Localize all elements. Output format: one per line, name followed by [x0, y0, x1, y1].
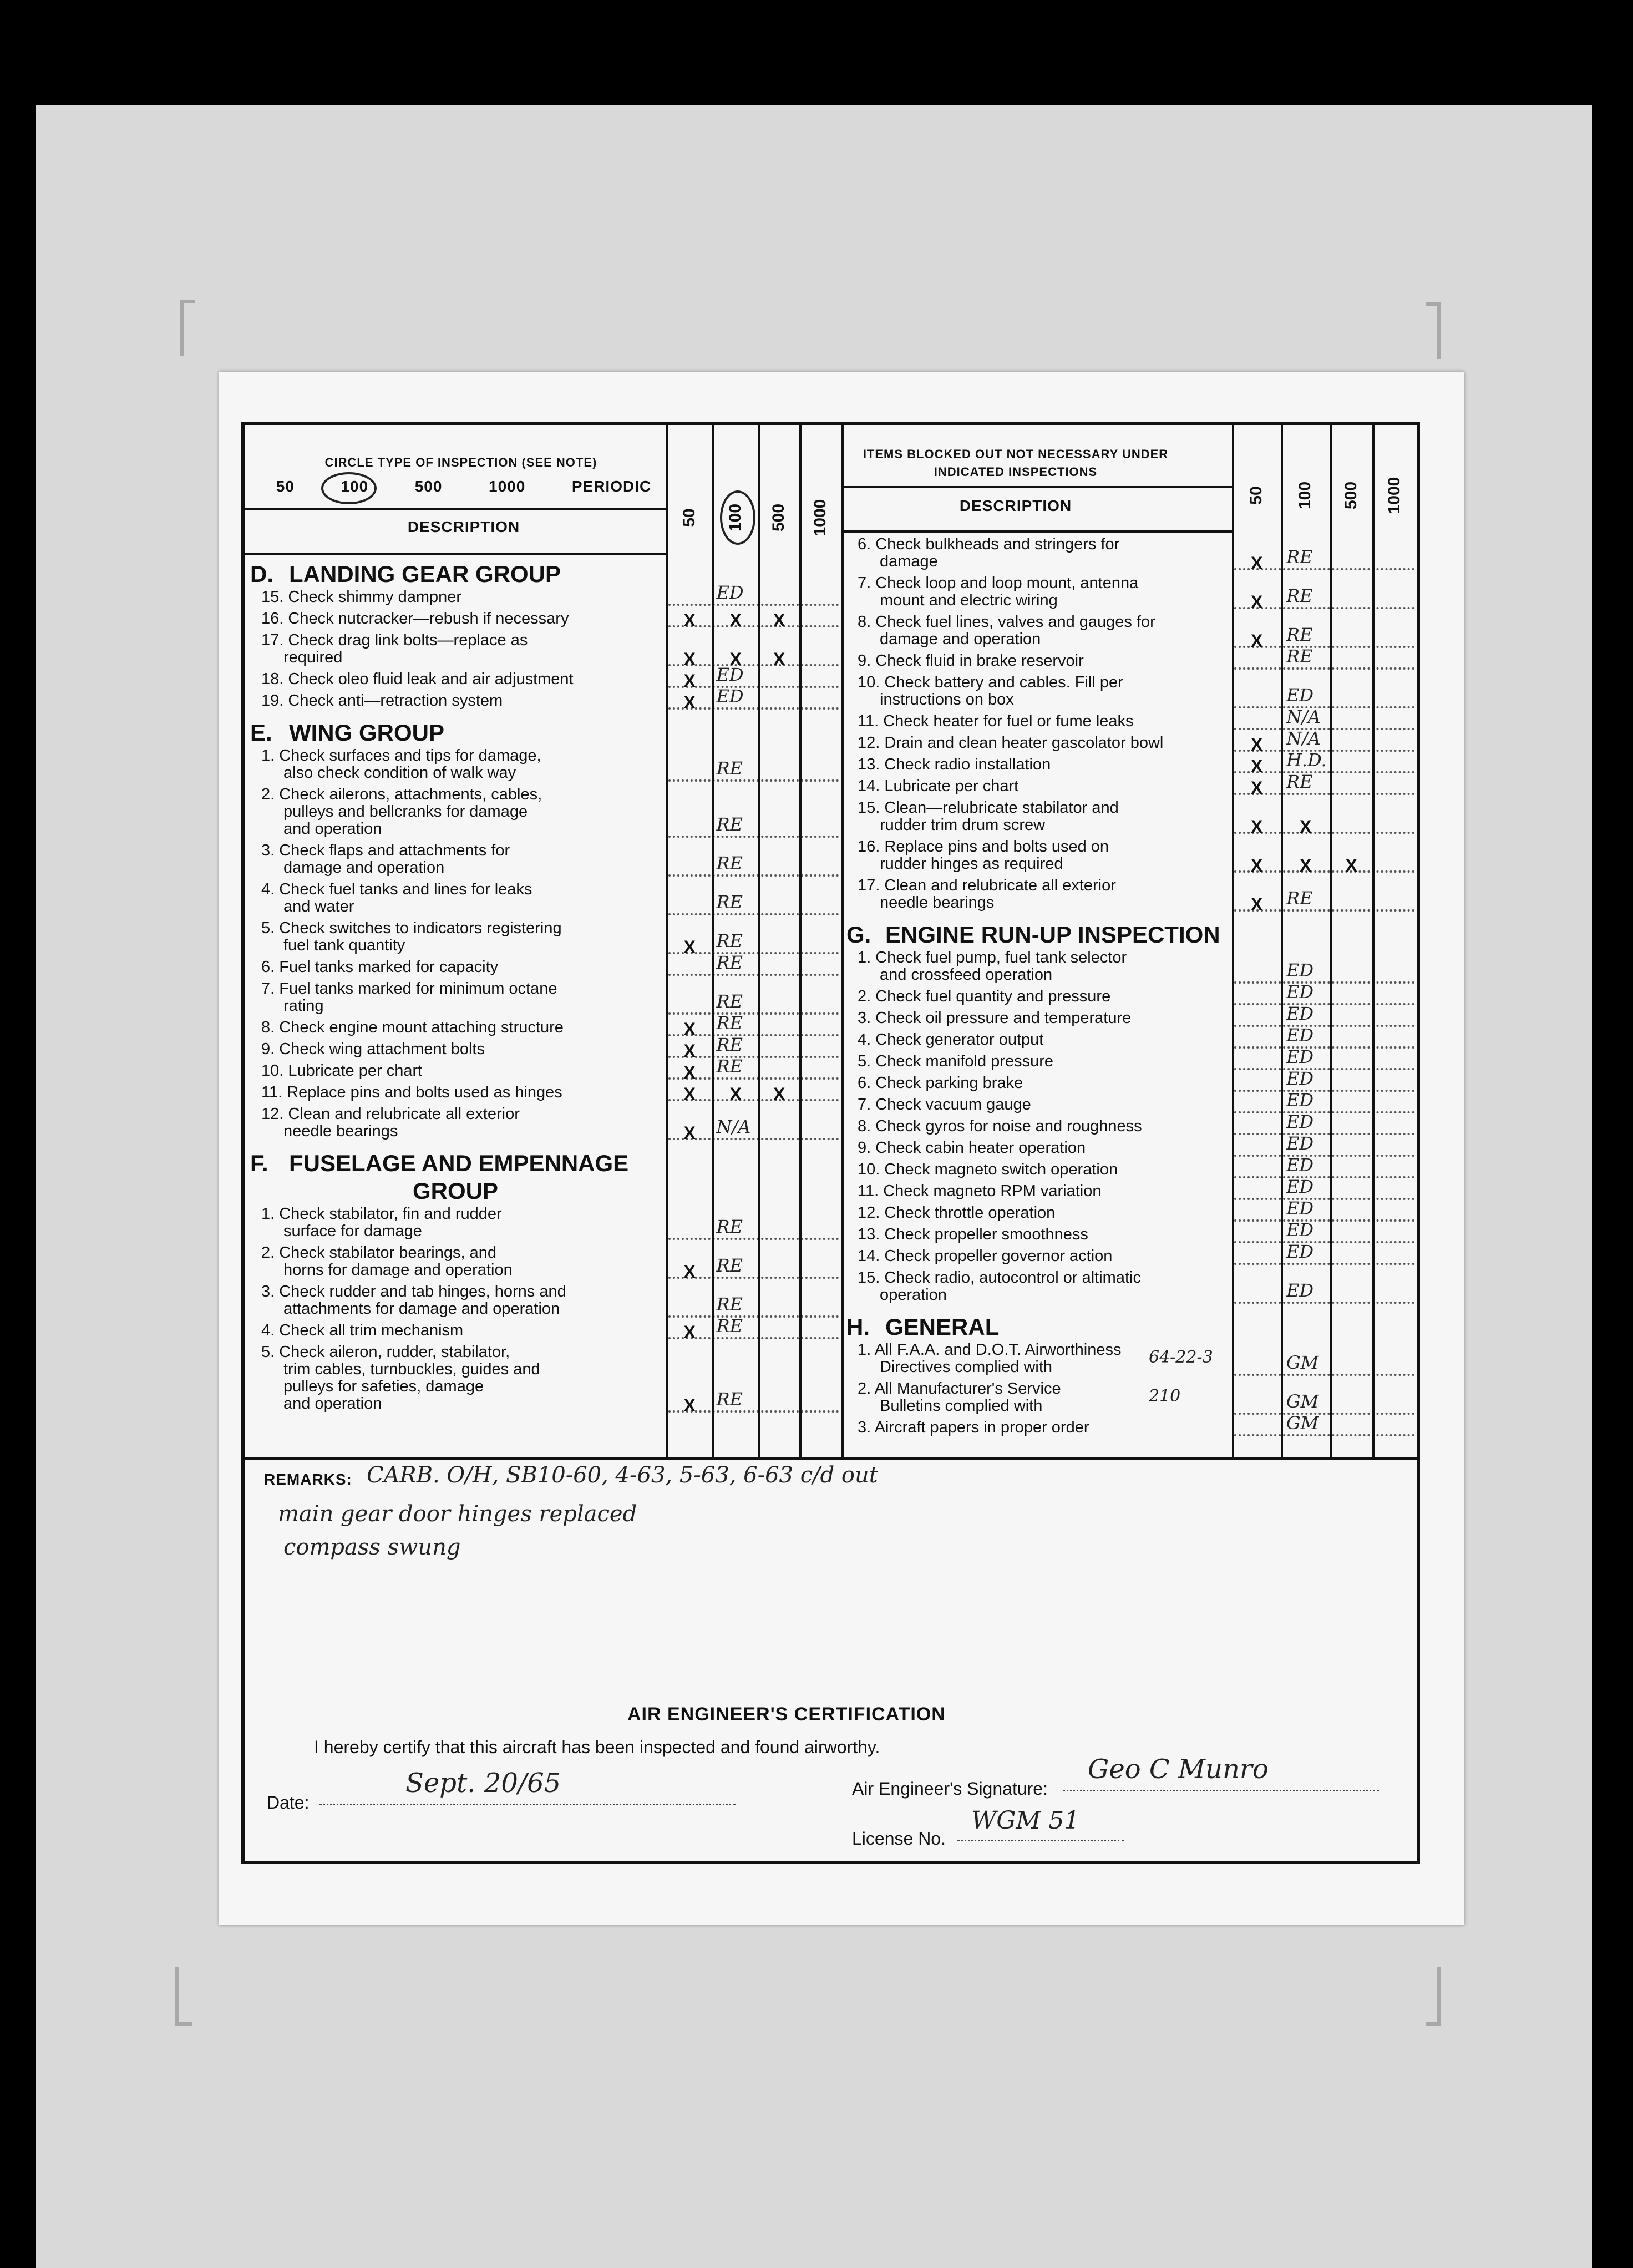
row-leader-dots — [668, 913, 839, 915]
initials-mark: RE — [1286, 646, 1313, 667]
checklist-item-text: and crossfeed operation — [880, 966, 1053, 984]
grid-column-line — [1281, 425, 1283, 1457]
check-mark-x: X — [683, 1262, 696, 1282]
row-leader-dots — [668, 974, 839, 976]
remarks-line-1: CARB. O/H, SB10-60, 4-63, 5-63, 6-63 c/d out — [367, 1462, 878, 1488]
checklist-item-text: 10. Lubricate per chart — [261, 1062, 423, 1080]
row-leader-dots — [668, 604, 839, 606]
initials-mark: RE — [716, 1056, 743, 1077]
checklist-item-text: 15. Clean—relubricate stabilator and — [858, 799, 1119, 817]
checklist-item-text: 13. Check radio installation — [858, 756, 1051, 773]
initials-mark: N/A — [1286, 706, 1321, 727]
check-mark-x: X — [1251, 756, 1263, 776]
checklist-item-text: 5. Check switches to indicators registering — [261, 919, 562, 937]
checklist-item-text: 3. Check oil pressure and temperature — [858, 1009, 1132, 1027]
row-leader-dots — [1234, 1025, 1414, 1027]
checklist-item-text: 10. Check battery and cables. Fill per — [858, 674, 1123, 691]
license-line — [957, 1840, 1124, 1841]
checklist-item-text: 13. Check propeller smoothness — [858, 1226, 1088, 1243]
checklist-item-text: instructions on box — [880, 691, 1014, 708]
checklist-item-text: 14. Check propeller governor action — [858, 1247, 1113, 1265]
row-leader-dots — [1234, 1302, 1414, 1304]
section-letter: G. — [846, 922, 871, 948]
grid-column-line — [799, 425, 802, 1457]
row-leader-dots — [1234, 1219, 1414, 1222]
checklist-item-text: also check condition of walk way — [283, 764, 516, 782]
checklist-item-text: 11. Replace pins and bolts used as hinges — [261, 1084, 562, 1101]
check-mark-x: X — [1251, 631, 1263, 651]
grid-column-line — [841, 425, 844, 1457]
row-leader-dots — [1234, 981, 1414, 984]
right-col-head-500: 500 — [1341, 481, 1360, 510]
checklist-item-text: 6. Fuel tanks marked for capacity — [261, 958, 499, 976]
checklist-item-text: 3. Aircraft papers in proper order — [858, 1419, 1089, 1436]
check-mark-x: X — [1251, 735, 1263, 755]
row-leader-dots — [1234, 1133, 1414, 1135]
checklist-item-text: 18. Check oleo fluid leak and air adjustment — [261, 670, 574, 688]
initials-mark: ED — [1286, 1198, 1314, 1219]
initials-mark: RE — [716, 1012, 743, 1034]
section-title: LANDING GEAR GROUP — [289, 561, 561, 587]
checklist-item-text: Directives complied with — [880, 1358, 1053, 1376]
inspection-form — [241, 422, 1420, 1864]
checklist-item-text: 16. Replace pins and bolts used on — [858, 838, 1109, 855]
check-mark-x: X — [683, 671, 696, 691]
row-leader-dots — [1234, 1155, 1414, 1157]
check-mark-x: X — [683, 1322, 696, 1342]
initials-mark: ED — [1286, 1068, 1314, 1089]
checklist-item-text: 3. Check rudder and tab hinges, horns and — [261, 1283, 566, 1300]
checklist-item-text: damage and operation — [283, 859, 445, 877]
right-col-head-100: 100 — [1296, 481, 1314, 510]
initials-mark: ED — [1286, 1241, 1314, 1262]
initials-mark: RE — [716, 1389, 743, 1410]
initials-mark: GM — [1286, 1352, 1319, 1373]
checklist-item-text: damage and operation — [880, 630, 1041, 648]
checklist-item-text: 19. Check anti—retraction system — [261, 692, 503, 710]
check-mark-x: X — [729, 1084, 742, 1104]
checklist-item-text: 9. Check cabin heater operation — [858, 1139, 1086, 1157]
initials-mark: ED — [1286, 1090, 1314, 1111]
remarks-label: REMARKS: — [264, 1471, 352, 1488]
section-letter: H. — [846, 1314, 870, 1340]
signature-line — [1063, 1790, 1379, 1791]
check-mark-x: X — [1251, 553, 1263, 573]
grid-column-line — [1372, 425, 1375, 1457]
initials-mark: RE — [716, 814, 743, 835]
initials-mark: ED — [1286, 960, 1314, 981]
check-mark-x: X — [773, 610, 785, 630]
checklist-item-text: mount and electric wiring — [880, 591, 1058, 609]
initials-mark: RE — [1286, 585, 1313, 606]
row-leader-dots — [668, 779, 839, 782]
section-heading — [250, 720, 444, 746]
section-letter: D. — [250, 561, 273, 587]
row-leader-dots — [668, 1238, 839, 1240]
check-mark-x: X — [1251, 778, 1263, 798]
grid-column-line — [1232, 425, 1234, 1457]
type-500: 500 — [414, 478, 443, 495]
check-mark-x: X — [729, 610, 742, 630]
checklist-item-text: fuel tank quantity — [283, 936, 405, 954]
checklist-item-text: 5. Check aileron, rudder, stabilator, — [261, 1343, 510, 1361]
row-leader-dots — [1234, 728, 1414, 730]
row-leader-dots — [1234, 1413, 1414, 1415]
certification-statement: I hereby certify that this aircraft has been inspected and found airworthy. — [314, 1737, 880, 1757]
row-leader-dots — [1234, 1263, 1414, 1265]
checklist-item-text: 3. Check flaps and attachments for — [261, 842, 510, 859]
initials-mark: RE — [716, 1216, 743, 1237]
type-100: 100 — [341, 478, 369, 495]
license-label: License No. — [852, 1829, 946, 1849]
checklist-item-text: 8. Check fuel lines, valves and gauges for — [858, 613, 1155, 631]
initials-mark: N/A — [1286, 728, 1321, 749]
header-divider — [245, 508, 666, 510]
checklist-item-text: horns for damage and operation — [283, 1261, 513, 1279]
header-bottom-line — [841, 530, 1232, 533]
handwritten-reference: 210 — [1149, 1386, 1181, 1406]
section-title: ENGINE RUN-UP INSPECTION — [885, 922, 1220, 948]
checklist-item-text: and operation — [283, 1395, 382, 1413]
row-leader-dots — [1234, 1241, 1414, 1243]
row-leader-dots — [1234, 1003, 1414, 1005]
section-heading — [250, 561, 561, 588]
checklist-item-text: surface for damage — [283, 1222, 422, 1240]
checklist-item-text: 10. Check magneto switch operation — [858, 1161, 1118, 1178]
signature-value: Geo C Munro — [1088, 1754, 1269, 1785]
initials-mark: RE — [1286, 546, 1313, 568]
checklist-item-text: 8. Check gyros for noise and roughness — [858, 1117, 1142, 1135]
initials-mark: GM — [1286, 1413, 1319, 1434]
checklist-item-text: operation — [880, 1286, 947, 1304]
row-leader-dots — [1234, 1090, 1414, 1092]
type-50: 50 — [276, 478, 295, 495]
row-leader-dots — [668, 1315, 839, 1318]
initials-mark: ED — [1286, 1219, 1314, 1241]
header-right-title: ITEMS BLOCKED OUT NOT NECESSARY UNDER — [863, 447, 1169, 461]
date-value: Sept. 20/65 — [405, 1768, 561, 1799]
initials-mark: RE — [1286, 888, 1313, 909]
crop-mark-top-right — [1426, 302, 1441, 359]
initials-mark: ED — [1286, 1133, 1314, 1154]
initials-mark: RE — [716, 1315, 743, 1336]
left-col-head-50: 50 — [679, 508, 698, 527]
grid-column-line — [1330, 425, 1332, 1457]
section-letter: E. — [250, 720, 272, 746]
check-mark-x: X — [1251, 894, 1263, 914]
checklist-item-text: 5. Check manifold pressure — [858, 1052, 1053, 1070]
checklist-item-text: damage — [880, 553, 938, 570]
initials-mark: ED — [1286, 685, 1314, 706]
grid-column-line — [758, 425, 760, 1457]
crop-mark-top-left — [180, 300, 195, 356]
initials-mark: RE — [1286, 771, 1313, 792]
checklist-item-text: and water — [283, 898, 354, 915]
left-col-head-1000: 1000 — [810, 499, 829, 536]
checklist-item-text: 2. Check fuel quantity and pressure — [858, 988, 1111, 1005]
initials-mark: ED — [1286, 981, 1314, 1003]
check-mark-x: X — [683, 1123, 696, 1143]
handwritten-reference: 64-22-3 — [1149, 1348, 1213, 1367]
type-periodic: PERIODIC — [571, 478, 652, 495]
initials-mark: ED — [1286, 1003, 1314, 1024]
checklist-item-text: and operation — [283, 820, 382, 838]
right-col-head-50: 50 — [1247, 486, 1265, 505]
row-leader-dots — [1234, 1434, 1414, 1436]
grid-column-line — [666, 425, 668, 1457]
row-leader-dots — [668, 874, 839, 877]
checklist-item-text: 14. Lubricate per chart — [858, 777, 1019, 795]
checklist-item-text: rudder hinges as required — [880, 855, 1063, 873]
certification-title: AIR ENGINEER'S CERTIFICATION — [627, 1704, 946, 1725]
check-mark-x: X — [773, 649, 785, 669]
initials-mark: RE — [716, 991, 743, 1012]
right-col-head-1000: 1000 — [1385, 477, 1403, 514]
initials-mark: ED — [1286, 1155, 1314, 1176]
initials-mark: ED — [716, 664, 744, 685]
check-mark-x: X — [683, 692, 696, 712]
row-leader-dots — [1234, 1176, 1414, 1178]
description-header-left: DESCRIPTION — [407, 518, 520, 535]
initials-mark: ED — [716, 686, 744, 707]
checklist-item-text: 12. Drain and clean heater gascolator bowl — [858, 734, 1164, 752]
row-leader-dots — [1234, 706, 1414, 708]
checklist-item-text: 11. Check magneto RPM variation — [858, 1182, 1102, 1200]
row-leader-dots — [1234, 1111, 1414, 1113]
remarks-line-2: main gear door hinges replaced — [278, 1501, 637, 1527]
initials-mark: RE — [716, 952, 743, 973]
crop-mark-bottom-left — [175, 1967, 192, 2026]
initials-mark: RE — [716, 853, 743, 874]
header-bottom-line — [245, 553, 666, 555]
section-letter: F. — [250, 1150, 268, 1176]
initials-mark: RE — [716, 1034, 743, 1055]
section-heading — [250, 1150, 628, 1177]
check-mark-x: X — [773, 1084, 785, 1104]
check-mark-x: X — [683, 1041, 696, 1061]
checklist-item-text: 15. Check radio, autocontrol or altimatic — [858, 1269, 1141, 1287]
check-mark-x: X — [683, 1084, 696, 1104]
checklist-item-text: 6. Check parking brake — [858, 1074, 1023, 1092]
row-leader-dots — [1234, 1068, 1414, 1070]
initials-mark: ED — [1286, 1111, 1314, 1132]
row-leader-dots — [668, 1012, 839, 1015]
row-leader-dots — [1234, 1198, 1414, 1200]
check-mark-x: X — [683, 1062, 696, 1082]
checklist-item-text: 12. Check throttle operation — [858, 1204, 1056, 1222]
checklist-item-text: pulleys and bellcranks for damage — [283, 803, 528, 821]
check-mark-x: X — [1300, 817, 1312, 837]
initials-mark: ED — [716, 582, 744, 603]
crop-mark-bottom-right — [1426, 1967, 1441, 2026]
circled-column-100 — [720, 490, 755, 545]
section-title-continued: GROUP — [412, 1178, 498, 1204]
section-title: FUSELAGE AND EMPENNAGE — [289, 1150, 629, 1176]
checklist-item-text: 1. All F.A.A. and D.O.T. Airworthiness — [858, 1341, 1122, 1359]
checklist-item-text: attachments for damage and operation — [283, 1300, 560, 1318]
checklist-item-text: pulleys for safeties, damage — [283, 1378, 484, 1395]
checklist-item-text: 15. Check shimmy dampner — [261, 588, 462, 606]
checklist-item-text: 7. Check vacuum gauge — [858, 1096, 1031, 1113]
checklist-item-text: 4. Check fuel tanks and lines for leaks — [261, 880, 532, 898]
type-1000: 1000 — [489, 478, 526, 495]
check-mark-x: X — [683, 610, 696, 630]
checklist-item-text: rudder trim drum screw — [880, 816, 1046, 834]
initials-mark: ED — [1286, 1025, 1314, 1046]
inspection-form-page — [219, 372, 1464, 1925]
checklist-item-text: 12. Clean and relubricate all exterior — [261, 1105, 520, 1123]
checklist-item-text: 11. Check heater for fuel or fume leaks — [858, 712, 1134, 730]
checklist-item-text: 1. Check stabilator, fin and rudder — [261, 1205, 502, 1223]
check-mark-x: X — [683, 649, 696, 669]
checklist-item-text: 2. Check ailerons, attachments, cables, — [261, 786, 542, 803]
checklist-item-text: 8. Check engine mount attaching structure — [261, 1019, 564, 1036]
row-leader-dots — [1234, 667, 1414, 670]
initials-mark: ED — [1286, 1046, 1314, 1067]
license-value: WGM 51 — [971, 1806, 1080, 1835]
grid-column-line — [712, 425, 714, 1457]
checklist-item-text: 9. Check wing attachment bolts — [261, 1040, 485, 1058]
left-col-head-100: 100 — [726, 503, 744, 532]
checklist-item-text: 1. Check surfaces and tips for damage, — [261, 747, 541, 765]
date-line — [320, 1804, 736, 1805]
check-mark-x: X — [729, 649, 742, 669]
checklist-item-text: 2. All Manufacturer's Service — [858, 1380, 1061, 1398]
checklist-item-text: Bulletins complied with — [880, 1397, 1043, 1415]
inspection-type-options — [253, 478, 674, 495]
check-mark-x: X — [683, 1395, 696, 1415]
section-title: WING GROUP — [289, 720, 444, 746]
initials-mark: GM — [1286, 1391, 1319, 1412]
remarks-line-3: compass swung — [283, 1535, 461, 1560]
left-col-head-500: 500 — [769, 503, 788, 532]
checklist-item-text: 4. Check all trim mechanism — [261, 1322, 464, 1339]
check-mark-x: X — [1345, 855, 1357, 875]
row-leader-dots — [668, 836, 839, 838]
check-mark-x: X — [683, 937, 696, 957]
checklist-item-text: 9. Check fluid in brake reservoir — [858, 652, 1084, 670]
circled-100-mark — [321, 472, 377, 504]
checklist-item-text: needle bearings — [283, 1122, 398, 1140]
checklist-item-text: 16. Check nutcracker—rebush if necessary — [261, 610, 569, 627]
initials-mark: H.D. — [1286, 750, 1327, 771]
section-title: GENERAL — [885, 1314, 1000, 1340]
section-heading — [846, 922, 1220, 948]
checklist-item-text: 1. Check fuel pump, fuel tank selector — [858, 949, 1127, 966]
checklist-item-text: 17. Check drag link bolts—replace as — [261, 631, 528, 649]
initials-mark: RE — [716, 758, 743, 779]
description-header-right: DESCRIPTION — [959, 497, 1072, 514]
initials-mark: RE — [1286, 624, 1313, 645]
checklist-item-text: 2. Check stabilator bearings, and — [261, 1244, 496, 1262]
inspection-checklist-grid — [245, 425, 1417, 1460]
check-mark-x: X — [1251, 817, 1263, 837]
row-leader-dots — [1234, 1046, 1414, 1049]
checklist-item-text: required — [283, 649, 343, 666]
checklist-item-text: rating — [283, 997, 324, 1015]
initials-mark: RE — [716, 1255, 743, 1276]
checklist-item-text: needle bearings — [880, 894, 995, 912]
header-divider — [841, 486, 1232, 488]
checklist-item-text: 17. Clean and relubricate all exterior — [858, 877, 1116, 894]
checklist-item-text: 7. Check loop and loop mount, antenna — [858, 574, 1139, 592]
initials-mark: ED — [1286, 1176, 1314, 1197]
initials-mark: ED — [1286, 1280, 1314, 1301]
checklist-item-text: trim cables, turnbuckles, guides and — [283, 1360, 540, 1378]
initials-mark: N/A — [716, 1116, 751, 1137]
signature-label: Air Engineer's Signature: — [852, 1779, 1048, 1799]
checklist-item-text: 4. Check generator output — [858, 1031, 1044, 1049]
initials-mark: RE — [716, 1294, 743, 1315]
initials-mark: RE — [716, 892, 743, 913]
header-right-subtitle: INDICATED INSPECTIONS — [934, 465, 1098, 479]
check-mark-x: X — [1251, 592, 1263, 612]
date-label: Date: — [267, 1793, 310, 1813]
row-leader-dots — [1234, 1374, 1414, 1376]
check-mark-x: X — [1300, 855, 1312, 875]
section-heading — [846, 1314, 999, 1340]
checklist-item-text: 7. Fuel tanks marked for minimum octane — [261, 980, 557, 998]
checklist-item-text: 6. Check bulkheads and stringers for — [858, 535, 1120, 553]
header-left-title: CIRCLE TYPE OF INSPECTION (SEE NOTE) — [324, 455, 597, 469]
check-mark-x: X — [683, 1019, 696, 1039]
check-mark-x: X — [1251, 855, 1263, 875]
initials-mark: RE — [716, 930, 743, 951]
